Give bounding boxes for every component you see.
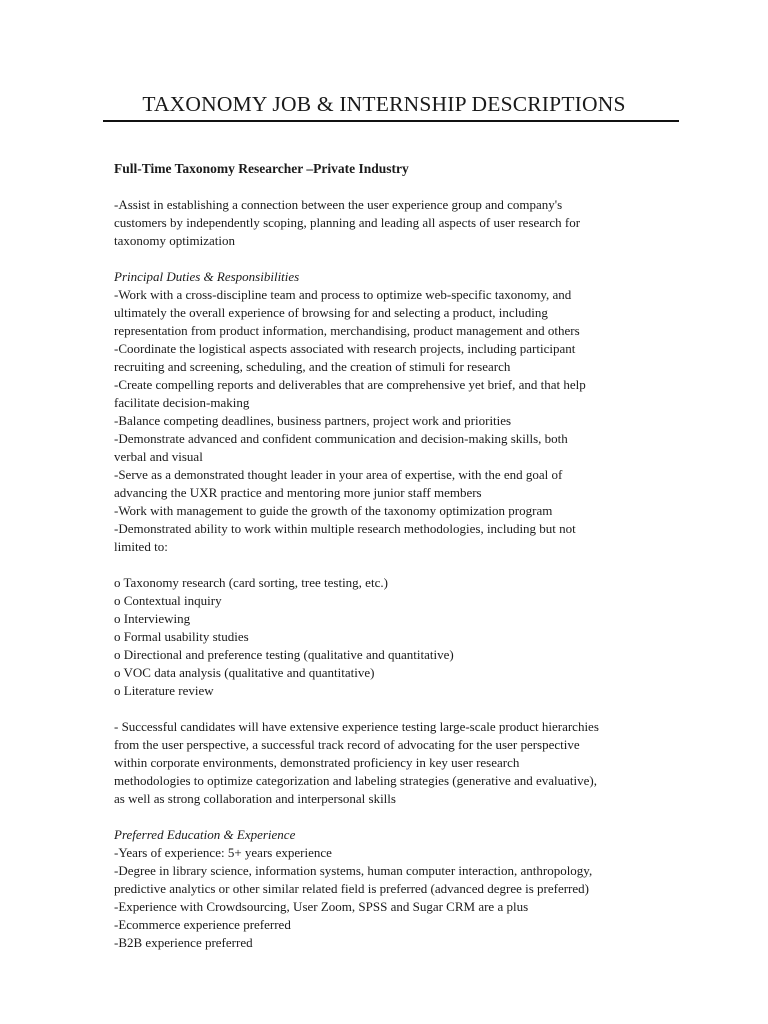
text-line: from the user perspective, a successful track record of advocating for the user perspective: [114, 737, 580, 752]
text-line: -Demonstrated ability to work within multiple research methodologies, including but not: [114, 521, 576, 536]
education-heading: Preferred Education & Experience: [114, 827, 296, 842]
spacer: [114, 808, 644, 826]
list-item: o Directional and preference testing (qualitative and quantitative): [114, 647, 454, 662]
text-line: -Years of experience: 5+ years experience: [114, 845, 332, 860]
list-item: o Formal usability studies: [114, 629, 249, 644]
duties-list: [114, 286, 644, 556]
text-line: facilitate decision-making: [114, 395, 250, 410]
text-line: -Work with a cross-discipline team and process to optimize web-specific taxonomy, and: [114, 287, 572, 302]
list-item: o Literature review: [114, 683, 214, 698]
list-item: o Interviewing: [114, 611, 191, 626]
text-line: -Demonstrate advanced and confident communication and decision-making skills, both: [114, 431, 568, 446]
text-line: -Balance competing deadlines, business partners, project work and priorities: [114, 413, 512, 428]
title-divider: [103, 120, 679, 122]
list-item: o Taxonomy research (card sorting, tree testing, etc.): [114, 575, 388, 590]
text-line: -Experience with Crowdsourcing, User Zoom, SPSS and Sugar CRM are a plus: [114, 899, 529, 914]
list-item: o VOC data analysis (qualitative and quantitative): [114, 665, 375, 680]
text-line: limited to:: [114, 539, 168, 554]
text-line: -B2B experience preferred: [114, 935, 253, 950]
text-line: ultimately the overall experience of browsing for and selecting a product, including: [114, 305, 548, 320]
text-line: verbal and visual: [114, 449, 203, 464]
text-line: customers by independently scoping, planning and leading all aspects of user research for: [114, 215, 581, 230]
candidates-paragraph: [114, 718, 644, 808]
text-line: -Serve as a demonstrated thought leader in your area of expertise, with the end goal of: [114, 467, 563, 482]
methods-list: [114, 574, 644, 700]
text-line: -Create compelling reports and deliverables that are comprehensive yet brief, and that help: [114, 377, 586, 392]
text-line: methodologies to optimize categorization and labeling strategies (generative and evaluative),: [114, 773, 597, 788]
text-line: taxonomy optimization: [114, 233, 235, 248]
text-line: -Degree in library science, information systems, human computer interaction, anthropology,: [114, 863, 593, 878]
text-line: representation from product information, merchandising, product management and others: [114, 323, 580, 338]
text-line: predictive analytics or other similar related field is preferred (advanced degree is preferred): [114, 881, 589, 896]
text-line: within corporate environments, demonstrated proficiency in key user research: [114, 755, 520, 770]
spacer: [114, 700, 644, 718]
text-line: -Assist in establishing a connection between the user experience group and company's: [114, 197, 563, 212]
duties-heading: Principal Duties & Responsibilities: [114, 269, 300, 284]
text-line: -Ecommerce experience preferred: [114, 917, 291, 932]
text-line: recruiting and screening, scheduling, and the creation of stimuli for research: [114, 359, 511, 374]
document-body: [114, 160, 644, 952]
list-item: o Contextual inquiry: [114, 593, 222, 608]
job-title: Full-Time Taxonomy Researcher –Private Industry: [114, 161, 409, 176]
page-title: TAXONOMY JOB & INTERNSHIP DESCRIPTIONS: [142, 92, 626, 116]
text-line: -Work with management to guide the growth of the taxonomy optimization program: [114, 503, 553, 518]
spacer: [114, 250, 644, 268]
text-line: - Successful candidates will have extensive experience testing large-scale product hierarchies: [114, 719, 599, 734]
text-line: advancing the UXR practice and mentoring more junior staff members: [114, 485, 482, 500]
intro-paragraph: [114, 196, 644, 250]
text-line: as well as strong collaboration and interpersonal skills: [114, 791, 396, 806]
education-list: [114, 844, 644, 952]
spacer: [114, 556, 644, 574]
text-line: -Coordinate the logistical aspects associated with research projects, including participant: [114, 341, 576, 356]
